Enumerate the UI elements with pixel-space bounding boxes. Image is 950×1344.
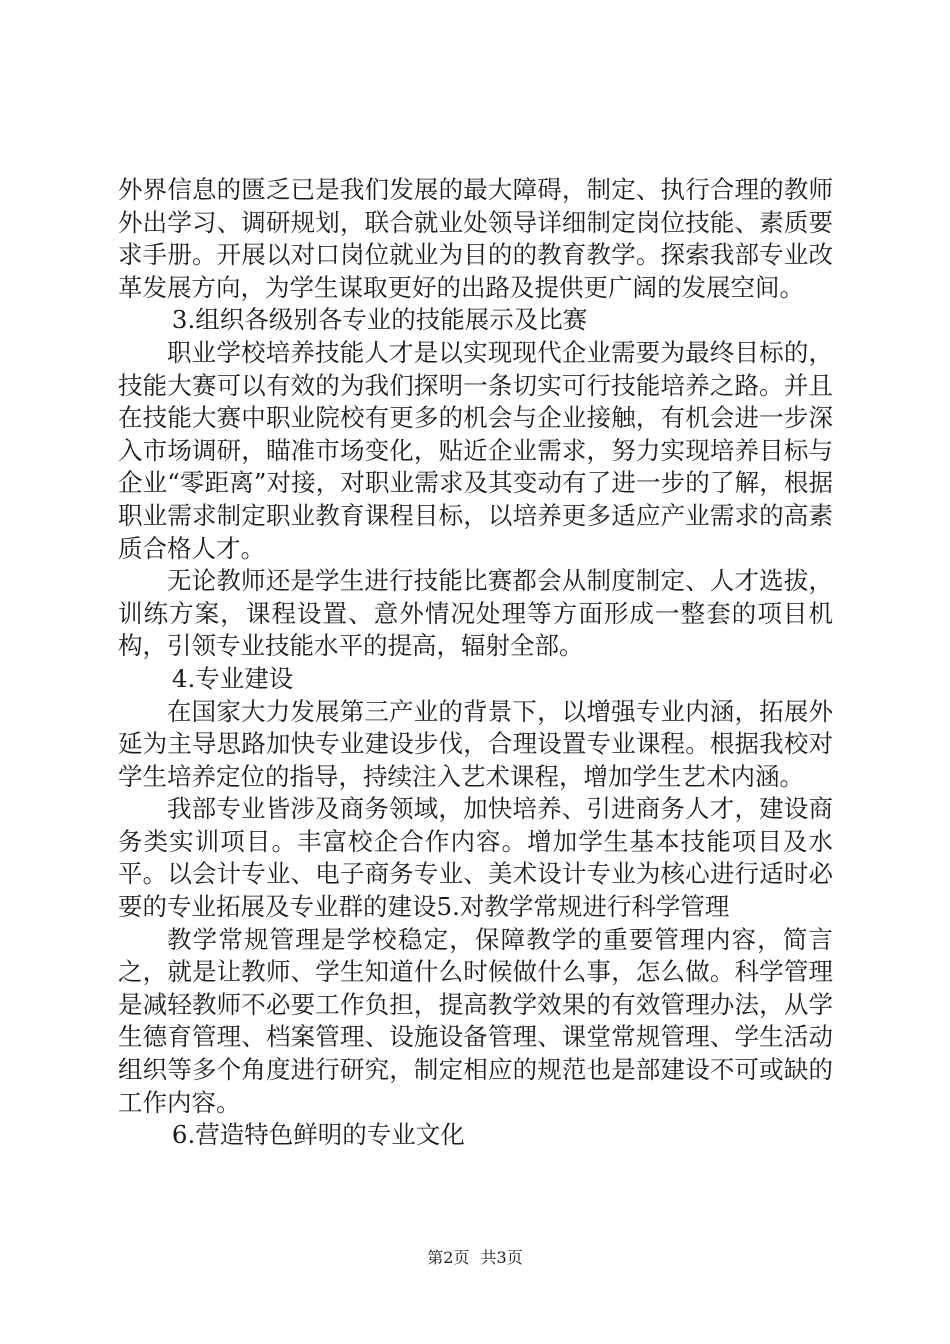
page-number: 第2页 (427, 1248, 470, 1267)
paragraph-1: 外界信息的匮乏已是我们发展的最大障碍，制定、执行合理的教师外出学习、调研规划，联合就业处领导详细制定岗位技能、素质要求手册。开展以对口岗位就业为目的的教育教学。探索我部专业改革发展方向，为学生谋取更好的出路及提供更广阔的发展空间。 (118, 175, 833, 302)
paragraph-6: 教学常规管理是学校稳定，保障教学的重要管理内容，简言之，就是让教师、学生知道什么时候做什么事，怎么做。科学管理是减轻教师不必要工作负担，提高教学效果的有效管理办法，从学生德育管理、档案管理、设施设备管理、课堂常规管理、学生活动组织等多个角度进行研究，制定相应的规范也是部建设不可或缺的工作内容。 (118, 924, 833, 1117)
section-heading-3: 3.组织各级别各专业的技能展示及比赛 (171, 305, 588, 335)
paragraph-5: 我部专业皆涉及商务领域，加快培养、引进商务人才，建设商务类实训项目。丰富校企合作内容。增加学生基本技能项目及水平。以会计专业、电子商务专业、美术设计专业为核心进行适时必要的专业拓展及专业群的建设5.对教学常规进行科学管理 (118, 794, 833, 922)
paragraph-4: 在国家大力发展第三产业的背景下，以增强专业内涵，拓展外延为主导思路加快专业建设步伐，合理设置专业课程。根据我校对学生培养定位的指导，持续注入艺术课程，增加学生艺术内涵。 (118, 696, 833, 791)
page-footer (0, 1245, 950, 1268)
paragraph-2: 职业学校培养技能人才是以实现现代企业需要为最终目标的，技能大赛可以有效的为我们探明一条切实可行技能培养之路。并且在技能大赛中职业院校有更多的机会与企业接触，有机会进一步深入市场调研，瞄准市场变化，贴近企业需求，努力实现培养目标与企业“零距离”对接，对职业需求及其变动有了进一步的了解，根据职业需求制定职业教育课程目标，以培养更多适应产业需求的高素质合格人才。 (118, 337, 833, 563)
section-heading-6: 6.营造特色鲜明的专业文化 (171, 1120, 465, 1150)
paragraph-3: 无论教师还是学生进行技能比赛都会从制度制定、人才选拔，训练方案，课程设置、意外情况处理等方面形成一整套的项目机构，引领专业技能水平的提高，辐射全部。 (118, 566, 833, 661)
page-total: 共3页 (480, 1248, 523, 1267)
section-heading-4: 4.专业建设 (171, 663, 294, 693)
document-body (118, 174, 833, 1152)
